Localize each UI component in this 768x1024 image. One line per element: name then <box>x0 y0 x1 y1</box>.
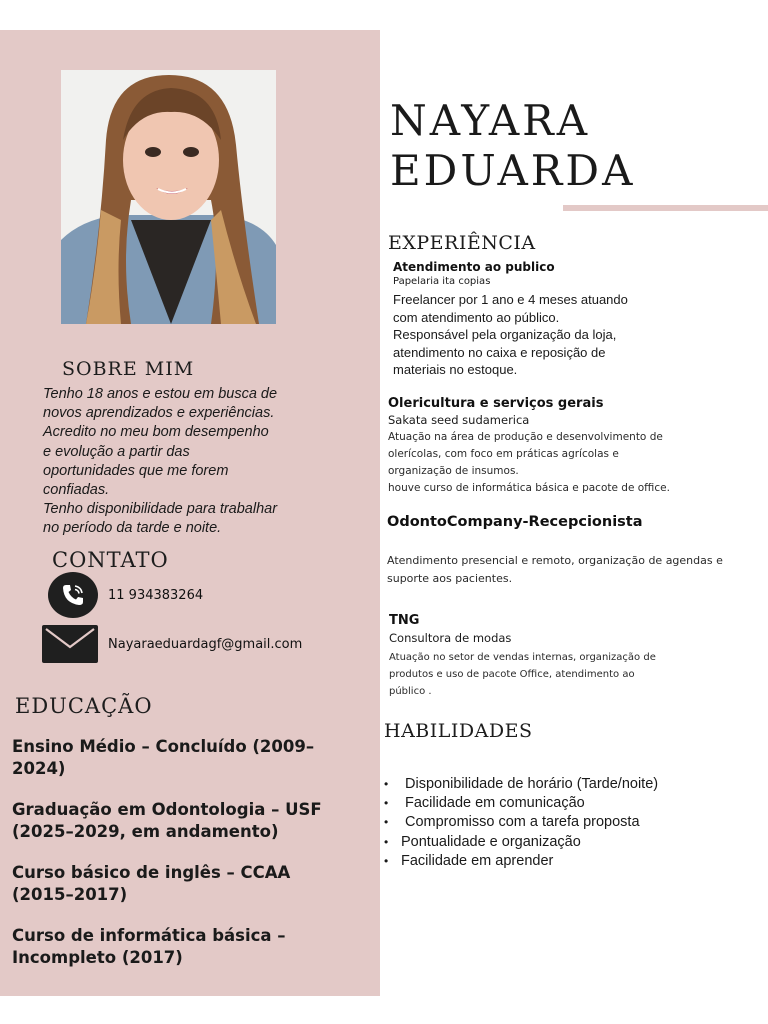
email-row <box>42 625 302 663</box>
education-list <box>12 736 362 988</box>
first-name: NAYARA <box>390 96 591 145</box>
skill-label: Facilidade em comunicação <box>405 795 585 812</box>
job-company: Sakata seed sudamerica <box>388 413 530 427</box>
bullet-icon: • <box>384 815 389 830</box>
job-description <box>389 649 719 700</box>
skill-item <box>384 833 724 852</box>
job-company: Papelaria ita copias <box>393 276 491 287</box>
description-line: suporte aos pacientes. <box>387 572 513 585</box>
description-line: produtos e uso de pacote Office, atendimento ao <box>389 669 635 680</box>
job-company: Consultora de modas <box>389 631 512 645</box>
description-line: Responsável pela organização da loja, <box>393 327 617 342</box>
person-name <box>390 96 635 196</box>
phone-row <box>48 572 203 618</box>
about-line: Acredito no meu bom desempenho <box>43 424 269 441</box>
description-line: Atuação no setor de vendas internas, organização de <box>389 652 656 663</box>
envelope-icon <box>42 625 98 663</box>
description-line: Freelancer por 1 ano e 4 meses atuando <box>393 292 628 307</box>
education-line: Curso de informática básica – <box>12 926 286 945</box>
description-line: atendimento no caixa e reposição de <box>393 344 606 360</box>
education-line: (2025–2029, em andamento) <box>12 822 279 841</box>
about-line: Tenho 18 anos e estou em busca de <box>43 386 278 402</box>
about-line: e evolução a partir das <box>43 443 190 460</box>
education-item <box>12 862 362 906</box>
skill-item <box>384 775 724 794</box>
about-line: Tenho disponibilidade para trabalhar <box>43 501 278 518</box>
job-description <box>387 552 757 588</box>
job-description <box>388 429 748 497</box>
phone-number[interactable]: 11 934383264 <box>108 587 204 603</box>
bullet-icon: • <box>384 834 389 849</box>
education-line: Graduação em Odontologia – USF <box>12 800 322 819</box>
skills-heading: HABILIDADES <box>384 720 533 742</box>
about-line: confiadas. <box>43 482 110 499</box>
education-line: Curso básico de inglês – CCAA <box>12 863 291 882</box>
experience-item <box>387 513 757 588</box>
description-line: houve curso de informática básica e pacote de office. <box>388 482 670 494</box>
description-line: organização de insumos. <box>388 465 519 477</box>
about-text <box>43 385 343 539</box>
experience-item <box>389 612 719 700</box>
about-heading: SOBRE MIM <box>62 358 195 380</box>
job-title: OdontoCompany-Recepcionista <box>387 514 643 530</box>
skill-label: Compromisso com a tarefa proposta <box>405 814 640 831</box>
accent-divider <box>563 205 768 211</box>
job-title: Atendimento ao publico <box>393 260 555 274</box>
phone-icon <box>48 572 98 618</box>
education-line: Ensino Médio – Concluído (2009– <box>12 737 315 756</box>
skills-list <box>384 775 724 871</box>
education-heading: EDUCAÇÃO <box>15 694 153 718</box>
description-line: Atendimento presencial e remoto, organização de agendas e <box>387 554 723 567</box>
sidebar-panel <box>0 30 380 996</box>
about-line: no período da tarde e noite. <box>43 520 222 537</box>
job-title: Olericultura e serviços gerais <box>388 396 604 411</box>
skill-label: Pontualidade e organização <box>401 833 581 850</box>
description-line: com atendimento ao público. <box>393 309 560 325</box>
portrait-illustration <box>61 70 276 324</box>
last-name: EDUARDA <box>390 146 636 195</box>
profile-photo <box>61 70 276 324</box>
contact-heading: CONTATO <box>52 548 169 572</box>
skill-item <box>384 813 724 832</box>
skill-item <box>384 852 724 871</box>
description-line: público . <box>389 686 432 697</box>
education-line: Incompleto (2017) <box>12 948 183 967</box>
description-line: Atuação na área de produção e desenvolvimento de <box>388 431 663 443</box>
bullet-icon: • <box>384 796 389 811</box>
skill-item <box>384 794 724 813</box>
education-item <box>12 736 362 780</box>
experience-heading: EXPERIÊNCIA <box>388 232 536 254</box>
bullet-icon: • <box>384 777 389 791</box>
job-title: TNG <box>389 613 420 628</box>
education-item <box>12 925 362 969</box>
job-description <box>393 291 693 379</box>
skill-label: Disponibilidade de horário (Tarde/noite) <box>405 776 659 792</box>
skill-label: Facilidade em aprender <box>401 852 554 869</box>
experience-item <box>393 259 693 379</box>
bullet-icon: • <box>384 853 389 868</box>
education-item <box>12 799 362 843</box>
about-line: novos aprendizados e experiências. <box>43 405 275 422</box>
email-address[interactable]: Nayaraeduardagf@gmail.com <box>108 636 303 652</box>
description-line: materiais no estoque. <box>393 362 518 377</box>
education-line: (2015–2017) <box>12 885 128 904</box>
description-line: olerícolas, com foco em práticas agrícolas e <box>388 448 619 460</box>
about-line: oportunidades que me forem <box>43 462 229 479</box>
experience-item <box>388 395 748 497</box>
education-line: 2024) <box>12 759 66 778</box>
